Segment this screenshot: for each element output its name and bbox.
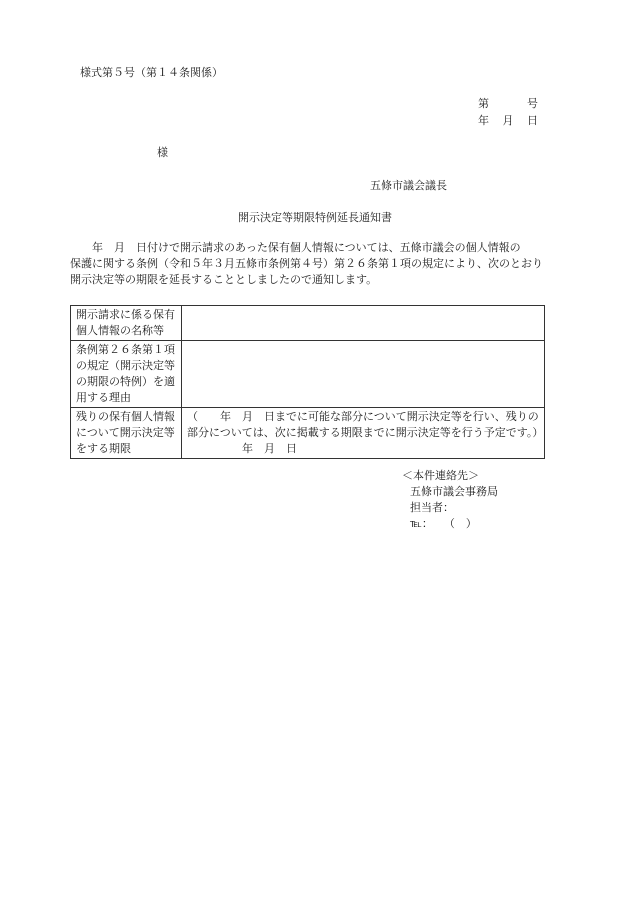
value-line: 年 月 日 (187, 442, 297, 455)
information-table (70, 305, 545, 459)
value-line: 部分については、次に掲載する期限までに開示決定等を行う予定です。） (187, 426, 544, 439)
body-line: 保護に関する条例（令和５年３月五條市条例第４号）第２６条第１項の規定により、次のとおり (70, 257, 543, 270)
body-paragraph (70, 240, 550, 288)
doc-day: 日 (527, 114, 538, 127)
body-line: 年 月 日付けで開示請求のあった保有個人情報については、五條市議会の個人情報の (70, 241, 521, 254)
row-value-empty (182, 306, 545, 341)
document-title: 開示決定等期限特例延長通知書 (238, 211, 392, 224)
label-line: 開示請求に係る保有 (76, 308, 175, 321)
sender-name: 五條市議会議長 (370, 179, 447, 192)
doc-number-prefix: 第 (478, 97, 489, 110)
label-line: 残りの保有個人情報 (76, 410, 175, 423)
row-label (71, 306, 182, 341)
document-number-block (478, 97, 538, 131)
label-line: について開示決定等 (76, 426, 175, 439)
label-line: 条例第２６条第１項 (76, 343, 175, 356)
body-line: 開示決定等の期限を延長することとしましたので通知します。 (70, 273, 378, 286)
addressee-honorific: 様 (157, 146, 168, 159)
contact-office: 五條市議会事務局 (410, 485, 498, 498)
table-row (71, 306, 545, 341)
label-line: の規定（開示決定等 (76, 359, 175, 372)
value-line: （ 年 月 日までに可能な部分について開示決定等を行い、残りの (187, 410, 539, 423)
contact-person: 担当者： (410, 501, 454, 514)
table-row (71, 341, 545, 408)
label-line: の期限の特例）を適 (76, 375, 175, 388)
row-label (71, 408, 182, 459)
contact-block (402, 468, 498, 532)
row-value (182, 408, 545, 459)
label-line: 用する理由 (76, 391, 131, 404)
table-row (71, 408, 545, 459)
row-label (71, 341, 182, 408)
label-line: 個人情報の名称等 (76, 324, 164, 337)
row-value-empty (182, 341, 545, 408)
contact-heading: ＜本件連絡先＞ (402, 469, 479, 482)
doc-month: 月 (502, 114, 514, 127)
form-number: 様式第５号（第１４条関係） (80, 66, 223, 79)
doc-year: 年 (478, 114, 489, 127)
contact-tel: ℡： （ ） (410, 517, 477, 530)
doc-number-suffix: 号 (527, 97, 538, 110)
label-line: をする期限 (76, 442, 131, 455)
